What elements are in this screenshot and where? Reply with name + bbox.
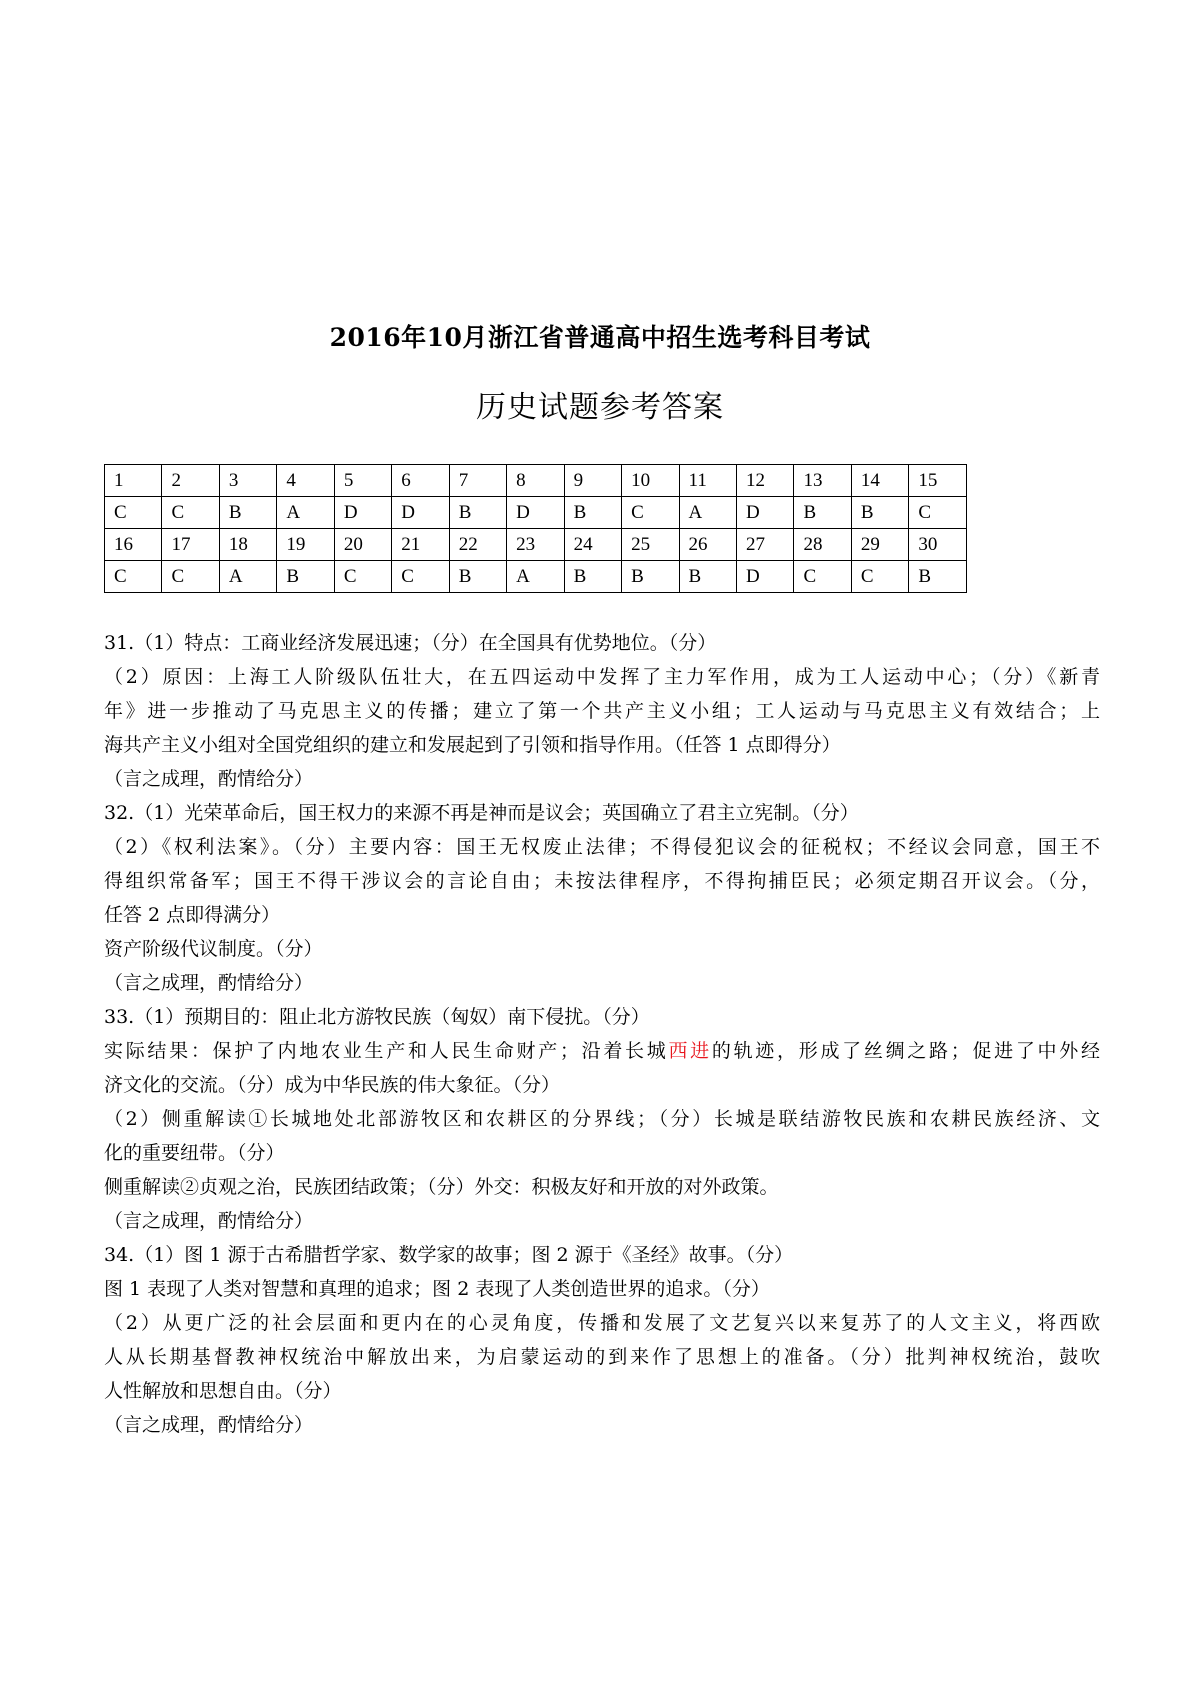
question-number-cell: 1 [105, 465, 162, 497]
answer-cell: A [679, 497, 736, 529]
question-number-cell: 30 [909, 529, 967, 561]
question-number-cell: 29 [851, 529, 908, 561]
question-number-cell: 6 [392, 465, 449, 497]
question-number-cell: 25 [622, 529, 679, 561]
question-number-cell: 15 [909, 465, 967, 497]
page-title: 2016年10月浙江省普通高中招生选考科目考试 [329, 323, 871, 352]
answer-line-segment: 实际结果：保护了内地农业生产和人民生命财产；沿着长城 [104, 1040, 669, 1062]
question-number-cell: 4 [277, 465, 334, 497]
answer-line [104, 1034, 1100, 1068]
answer-cell: A [277, 497, 334, 529]
answer-cell: C [334, 561, 391, 593]
question-number-cell: 17 [162, 529, 219, 561]
question-number-cell: 28 [794, 529, 851, 561]
question-number-cell: 14 [851, 465, 908, 497]
answer-line: （2）从更广泛的社会层面和更内在的心灵角度，传播和发展了文艺复兴以来复苏了的人文主义，将西欧 [104, 1312, 1100, 1334]
question-number-cell: 16 [105, 529, 162, 561]
answer-cell: B [851, 497, 908, 529]
answer-cell: B [794, 497, 851, 529]
question-number-cell: 2 [162, 465, 219, 497]
answer-cell: B [449, 497, 506, 529]
answer-cell: D [736, 561, 793, 593]
answer-cell: D [507, 497, 564, 529]
answer-cell: C [909, 497, 967, 529]
answer-cell: A [507, 561, 564, 593]
answer-cell: C [162, 497, 219, 529]
question-number-cell: 20 [334, 529, 391, 561]
answer-cell: B [219, 497, 276, 529]
question-number-cell: 11 [679, 465, 736, 497]
answer-table [104, 464, 967, 593]
answer-cell: C [392, 561, 449, 593]
answer-line: （言之成理，酌情给分） [104, 972, 314, 994]
question-number-cell: 13 [794, 465, 851, 497]
answer-cell: C [622, 497, 679, 529]
answer-explanations [104, 626, 1100, 1442]
question-number-cell: 3 [219, 465, 276, 497]
answer-row [105, 497, 967, 529]
answer-cell: B [909, 561, 967, 593]
answer-cell: D [392, 497, 449, 529]
question-number-cell: 21 [392, 529, 449, 561]
answer-line: 任答 2 点即得满分） [104, 904, 281, 926]
answer-line: （言之成理，酌情给分） [104, 1414, 314, 1436]
question-number-cell: 24 [564, 529, 621, 561]
answer-cell: C [105, 561, 162, 593]
question-number-cell: 12 [736, 465, 793, 497]
answer-cell: A [219, 561, 276, 593]
answer-cell: D [736, 497, 793, 529]
answer-line: 33.（1）预期目的：阻止北方游牧民族（匈奴）南下侵扰。（分） [104, 1006, 650, 1028]
answer-line: 海共产主义小组对全国党组织的建立和发展起到了引领和指导作用。（任答 1 点即得分） [104, 734, 841, 756]
question-number-cell: 7 [449, 465, 506, 497]
highlighted-text: 西进 [668, 1040, 712, 1062]
answer-cell: B [449, 561, 506, 593]
answer-line: 34.（1）图 1 源于古希腊哲学家、数学家的故事；图 2 源于《圣经》故事。（分） [104, 1244, 794, 1266]
question-number-cell: 27 [736, 529, 793, 561]
answer-line: 32.（1）光荣革命后，国王权力的来源不再是神而是议会；英国确立了君主立宪制。（分） [104, 802, 859, 824]
question-number-cell: 18 [219, 529, 276, 561]
question-number-cell: 23 [507, 529, 564, 561]
answer-line: （言之成理，酌情给分） [104, 1210, 314, 1232]
answer-cell: B [622, 561, 679, 593]
answer-line: 图 1 表现了人类对智慧和真理的追求；图 2 表现了人类创造世界的追求。（分） [104, 1278, 770, 1300]
answer-line-segment: 的轨迹，形成了丝绸之路；促进了中外经 [711, 1040, 1100, 1062]
answer-line: 资产阶级代议制度。（分） [104, 938, 323, 960]
answer-line: 化的重要纽带。（分） [104, 1142, 285, 1164]
answer-line: （言之成理，酌情给分） [104, 768, 314, 790]
answer-line: 得组织常备军；国王不得干涉议会的言论自由；未按法律程序，不得拘捕臣民；必须定期召开议会。（分， [104, 870, 1100, 892]
answer-line: 31.（1）特点：工商业经济发展迅速；（分）在全国具有优势地位。（分） [104, 632, 717, 654]
answer-row [105, 561, 967, 593]
answer-line: 人从长期基督教神权统治中解放出来，为启蒙运动的到来作了思想上的准备。（分）批判神权统治，鼓吹 [104, 1346, 1100, 1368]
page-subtitle: 历史试题参考答案 [476, 390, 724, 425]
question-number-cell: 5 [334, 465, 391, 497]
answer-line: （2）原因：上海工人阶级队伍壮大，在五四运动中发挥了主力军作用，成为工人运动中心；（分）《新青 [104, 666, 1100, 688]
question-number-cell: 9 [564, 465, 621, 497]
answer-line: （2）《权利法案》。（分）主要内容：国王无权废止法律；不得侵犯议会的征税权；不经议会同意，国王不 [104, 836, 1100, 858]
answer-cell: C [794, 561, 851, 593]
answer-line: 济文化的交流。（分）成为中华民族的伟大象征。（分） [104, 1074, 561, 1096]
answer-cell: B [679, 561, 736, 593]
answer-cell: C [105, 497, 162, 529]
question-number-cell: 8 [507, 465, 564, 497]
question-number-cell: 26 [679, 529, 736, 561]
question-number-row [105, 529, 967, 561]
answer-line: （2）侧重解读①长城地处北部游牧区和农耕区的分界线；（分）长城是联结游牧民族和农耕民族经济、文 [104, 1108, 1100, 1130]
question-number-cell: 22 [449, 529, 506, 561]
answer-cell: B [277, 561, 334, 593]
question-number-cell: 10 [622, 465, 679, 497]
answer-cell: B [564, 497, 621, 529]
answer-cell: C [162, 561, 219, 593]
answer-line: 人性解放和思想自由。（分） [104, 1380, 342, 1402]
answer-cell: B [564, 561, 621, 593]
answer-cell: C [851, 561, 908, 593]
question-number-cell: 19 [277, 529, 334, 561]
question-number-row [105, 465, 967, 497]
answer-line: 侧重解读②贞观之治，民族团结政策；（分）外交：积极友好和开放的对外政策。 [104, 1176, 779, 1198]
answer-cell: D [334, 497, 391, 529]
answer-line: 年》进一步推动了马克思主义的传播；建立了第一个共产主义小组；工人运动与马克思主义有效结合；上 [104, 700, 1100, 722]
